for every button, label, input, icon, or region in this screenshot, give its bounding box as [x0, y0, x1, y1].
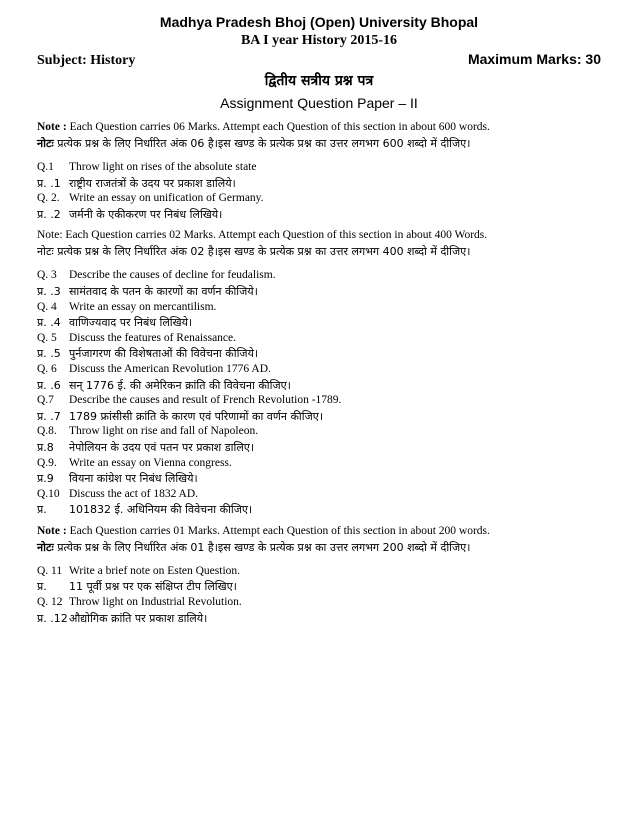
- question-text: 1789 फ्रांसीसी क्रांति के कारण एवं परिणामों का वर्णन कीजिए।: [69, 409, 324, 423]
- university-name: Madhya Pradesh Bhoj (Open) University Bhopal: [159, 14, 479, 30]
- question-number: Q.7: [37, 394, 54, 407]
- question-text: Write a brief note on Esten Question.: [69, 564, 241, 577]
- subject-label: Subject: History: [37, 53, 136, 68]
- question-row: [37, 487, 601, 503]
- question-row: [37, 378, 601, 394]
- question-row: [37, 456, 601, 472]
- question-number: प्र. .1: [37, 176, 61, 190]
- question-number: Q. 12: [37, 596, 63, 609]
- question-row: [37, 611, 601, 627]
- section1-questions: [37, 160, 601, 222]
- question-row: [37, 440, 601, 456]
- note-text-hindi: प्रत्येक प्रश्न के लिए निर्धारित अंक 01 है।इस खण्ड के प्रत्येक प्रश्न का उत्तर लगभग 200 शब्दो में दीजिए।: [53, 540, 471, 554]
- question-number: प्र. .5: [37, 347, 61, 361]
- section1-note-hindi: [37, 135, 601, 152]
- question-number: Q. 3: [37, 269, 57, 282]
- question-number: Q. 5: [37, 331, 57, 344]
- question-number: Q. 4: [37, 300, 57, 313]
- note-label: Note :: [37, 121, 67, 133]
- section3-questions: [37, 564, 601, 626]
- question-number: प्र. .6: [37, 378, 61, 392]
- question-text: औद्योगिक क्रांति पर प्रकाश डालिये।: [69, 611, 208, 625]
- question-row: [37, 315, 601, 331]
- note-text-hindi: प्रत्येक प्रश्न के लिए निर्धारित अंक 06 है।इस खण्ड के प्रत्येक प्रश्न का उत्तर लगभग 600 शब्दो में दीजिए।: [53, 137, 471, 150]
- question-row: [37, 346, 601, 362]
- question-row: [37, 393, 601, 409]
- question-row: [37, 424, 601, 440]
- question-number: Q. 11: [37, 564, 63, 577]
- question-text: सामंतवाद के पतन के कारणों का वर्णन कीजिये।: [69, 284, 258, 298]
- section2-questions: [37, 268, 601, 518]
- english-title: Assignment Question Paper – II: [220, 95, 418, 111]
- question-row: [37, 595, 601, 611]
- question-text: Throw light on rise and fall of Napoleon.: [69, 425, 259, 438]
- question-text: 11 पूर्वी प्रश्न पर एक संक्षिप्त टीप लिखिए।: [69, 580, 237, 594]
- subject-row: [37, 51, 601, 69]
- note-label: Note :: [37, 524, 67, 537]
- section1-note-english: [37, 120, 601, 135]
- question-number: प्र. .12: [37, 611, 68, 625]
- question-number: प्र.: [37, 503, 47, 517]
- question-text: राष्ट्रीय राजतंत्रों के उदय पर प्रकाश डालिये।: [69, 176, 236, 190]
- question-number: Q.8.: [37, 425, 57, 438]
- question-row: [37, 579, 601, 595]
- question-text: Discuss the American Revolution 1776 AD.: [69, 362, 271, 375]
- note-text: Each Question carries 01 Marks. Attempt each Question of this section in about 200 words.: [66, 524, 490, 537]
- question-text: Discuss the features of Renaissance.: [69, 331, 237, 344]
- question-text: Describe the causes and result of French Revolution -1789.: [69, 394, 342, 407]
- question-number: प्र. .4: [37, 316, 61, 330]
- question-row: [37, 176, 601, 192]
- question-text: वाणिज्यवाद पर निबंध लिखिये।: [69, 316, 193, 330]
- maximum-marks: Maximum Marks: 30: [467, 51, 601, 67]
- question-text: वियना कांग्रेश पर निबंध लिखिये।: [69, 472, 198, 486]
- note-label-hindi: नोटः: [37, 137, 54, 150]
- question-text: जर्मनी के एकीकरण पर निबंध लिखिये।: [69, 207, 223, 221]
- question-number: Q.10: [37, 487, 60, 500]
- question-text: सन् 1776 ई. की अमेरिकन क्रांति की विवेचना कीजिए।: [69, 378, 291, 392]
- question-row: [37, 362, 601, 378]
- question-text: Write an essay on unification of Germany.: [69, 192, 264, 205]
- question-row: [37, 564, 601, 580]
- question-number: प्र. .7: [37, 409, 61, 423]
- question-text: 101832 ई. अधिनियम की विवेचना कीजिए।: [69, 503, 253, 517]
- question-row: [37, 409, 601, 425]
- question-number: Q.1: [37, 161, 54, 173]
- question-row: [37, 207, 601, 223]
- section2-note-english: Note: Each Question carries 02 Marks. Attempt each Question of this section in about 400 Words.: [37, 229, 488, 242]
- question-text: Write an essay on Vienna congress.: [69, 456, 232, 469]
- question-number: Q.9.: [37, 456, 57, 469]
- question-number: प्र. .3: [37, 284, 61, 298]
- question-number: Q. 2.: [37, 192, 60, 205]
- section3-note-english: [37, 524, 601, 539]
- question-text: नेपोलियन के उदय एवं पतन पर प्रकाश डालिए।: [69, 440, 255, 454]
- question-row: [37, 268, 601, 284]
- question-row: [37, 471, 601, 487]
- question-text: Discuss the act of 1832 AD.: [69, 487, 199, 500]
- note-label-hindi: नोटः: [37, 540, 54, 554]
- question-text: Throw light on Industrial Revolution.: [69, 596, 242, 609]
- question-number: प्र.: [37, 580, 47, 594]
- course-year: BA I year History 2015-16: [240, 33, 398, 48]
- question-row: [37, 160, 601, 176]
- section2-note-hindi: नोटः प्रत्येक प्रश्न के लिए निर्धारित अंक 02 है।इस खण्ड के प्रत्येक प्रश्न का उत्तर लगभग 400 शब्दो में दीजिए।: [37, 245, 471, 259]
- question-row: [37, 331, 601, 347]
- note-text: Each Question carries 06 Marks. Attempt each Question of this section in about 600 words.: [66, 121, 490, 133]
- question-text: Throw light on rises of the absolute state: [69, 161, 257, 173]
- assignment-page: [37, 14, 601, 626]
- hindi-title: द्वितीय सत्रीय प्रश्न पत्र: [264, 73, 374, 89]
- question-row: [37, 300, 601, 316]
- question-number: Q. 6: [37, 362, 57, 375]
- question-text: Describe the causes of decline for feudalism.: [69, 269, 276, 282]
- question-number: प्र. .2: [37, 207, 61, 221]
- question-number: प्र.8: [37, 440, 54, 454]
- question-row: [37, 284, 601, 300]
- question-text: पुर्नजागरण की विशेषताओं की विवेचना कीजिये।: [69, 347, 259, 361]
- question-text: Write an essay on mercantilism.: [69, 300, 217, 313]
- question-row: [37, 502, 601, 518]
- question-row: [37, 191, 601, 207]
- section3-note-hindi: [37, 539, 601, 556]
- question-number: प्र.9: [37, 472, 54, 486]
